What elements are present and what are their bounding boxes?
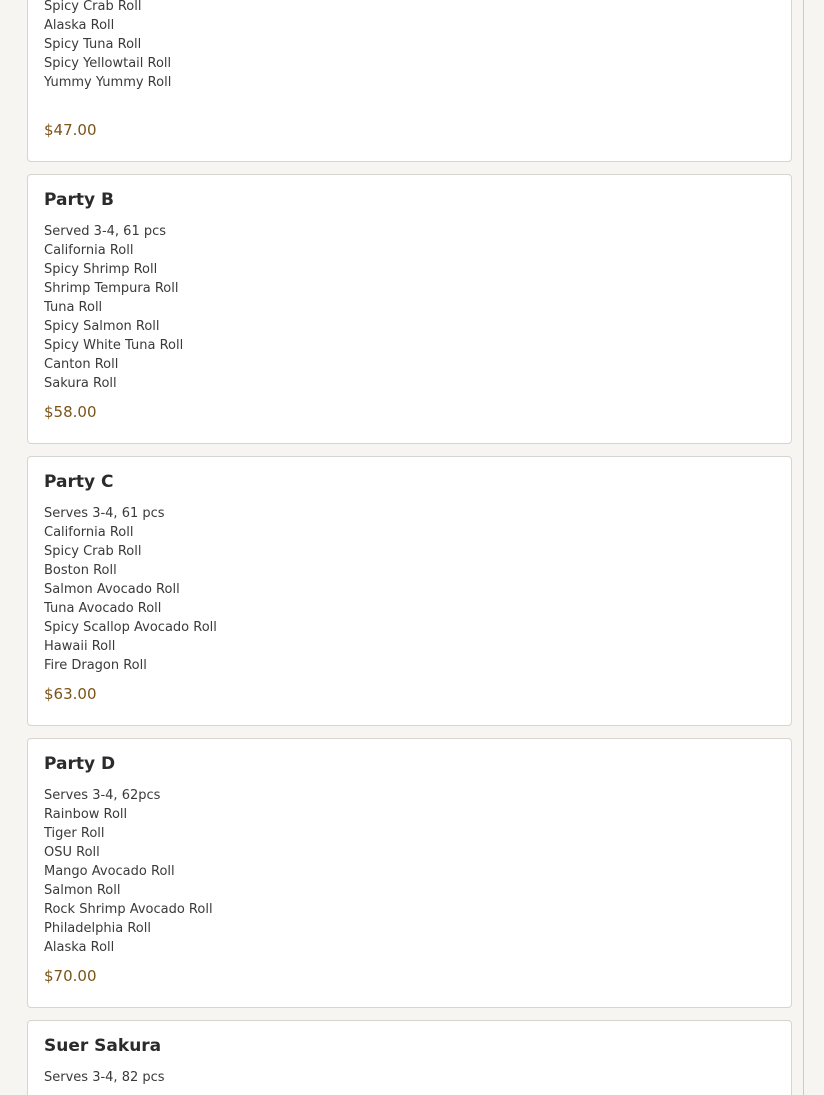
menu-item-card[interactable] [27, 0, 792, 162]
description-line: Serves 3-4, 61 pcs [44, 506, 165, 521]
menu-item-price: $63.00 [44, 685, 97, 703]
description-line: Fire Dragon Roll [44, 658, 147, 673]
menu-item-name: Suer Sakura [44, 1036, 162, 1056]
description-line: Hawaii Roll [44, 639, 116, 654]
description-line: Spicy Scallop Avocado Roll [44, 620, 217, 635]
description-line: Spicy Yellowtail Roll [44, 56, 172, 71]
description-line: Mango Avocado Roll [44, 864, 175, 879]
description-line: Yummy Yummy Roll [44, 75, 172, 90]
description-line: Rainbow Roll [44, 807, 128, 822]
description-line: Philadelphia Roll [44, 921, 151, 936]
description-line: Salmon Roll [44, 883, 121, 898]
description-line: Spicy Salmon Roll [44, 319, 160, 334]
description-line: Sakura Roll [44, 376, 117, 391]
menu-item-description [44, 222, 775, 393]
description-line: Spicy White Tuna Roll [44, 338, 184, 353]
description-line: Rock Shrimp Avocado Roll [44, 902, 213, 917]
menu-item-description [44, 504, 775, 675]
menu-item-description [44, 0, 775, 111]
description-line: Boston Roll [44, 563, 117, 578]
description-line: OSU Roll [44, 845, 100, 860]
description-line: Serves 3-4, 62pcs [44, 788, 161, 803]
page-divider [803, 0, 804, 1095]
menu-item-price: $70.00 [44, 967, 97, 985]
description-line: Served 3-4, 61 pcs [44, 224, 167, 239]
menu-item-card[interactable] [27, 174, 792, 444]
menu-item-name: Party D [44, 754, 116, 774]
description-line: Spicy Shrimp Roll [44, 262, 158, 277]
menu-item-card[interactable] [27, 738, 792, 1008]
menu-item-description [44, 786, 775, 957]
description-line: Tuna Roll [44, 300, 103, 315]
description-line: California Roll [44, 243, 134, 258]
menu-item-name: Party B [44, 190, 114, 210]
description-line: Canton Roll [44, 357, 119, 372]
description-line: Salmon Avocado Roll [44, 582, 180, 597]
description-line: Spicy Crab Roll [44, 0, 142, 14]
description-line: Tuna Avocado Roll [44, 601, 162, 616]
description-line [44, 92, 775, 111]
menu-item-card[interactable] [27, 456, 792, 726]
description-line: Tiger Roll [44, 826, 105, 841]
menu-item-list [27, 0, 792, 1095]
menu-item-name: Party C [44, 472, 114, 492]
menu-item-price: $58.00 [44, 403, 97, 421]
description-line: Alaska Roll [44, 18, 115, 33]
menu-item-description [44, 1068, 775, 1087]
menu-item-card[interactable] [27, 1020, 792, 1095]
description-line: Alaska Roll [44, 940, 115, 955]
description-line: California Roll [44, 525, 134, 540]
description-line: Spicy Tuna Roll [44, 37, 142, 52]
menu-item-price: $47.00 [44, 121, 97, 139]
description-line: Shrimp Tempura Roll [44, 281, 179, 296]
description-line: Spicy Crab Roll [44, 544, 142, 559]
description-line: Serves 3-4, 82 pcs [44, 1070, 165, 1085]
